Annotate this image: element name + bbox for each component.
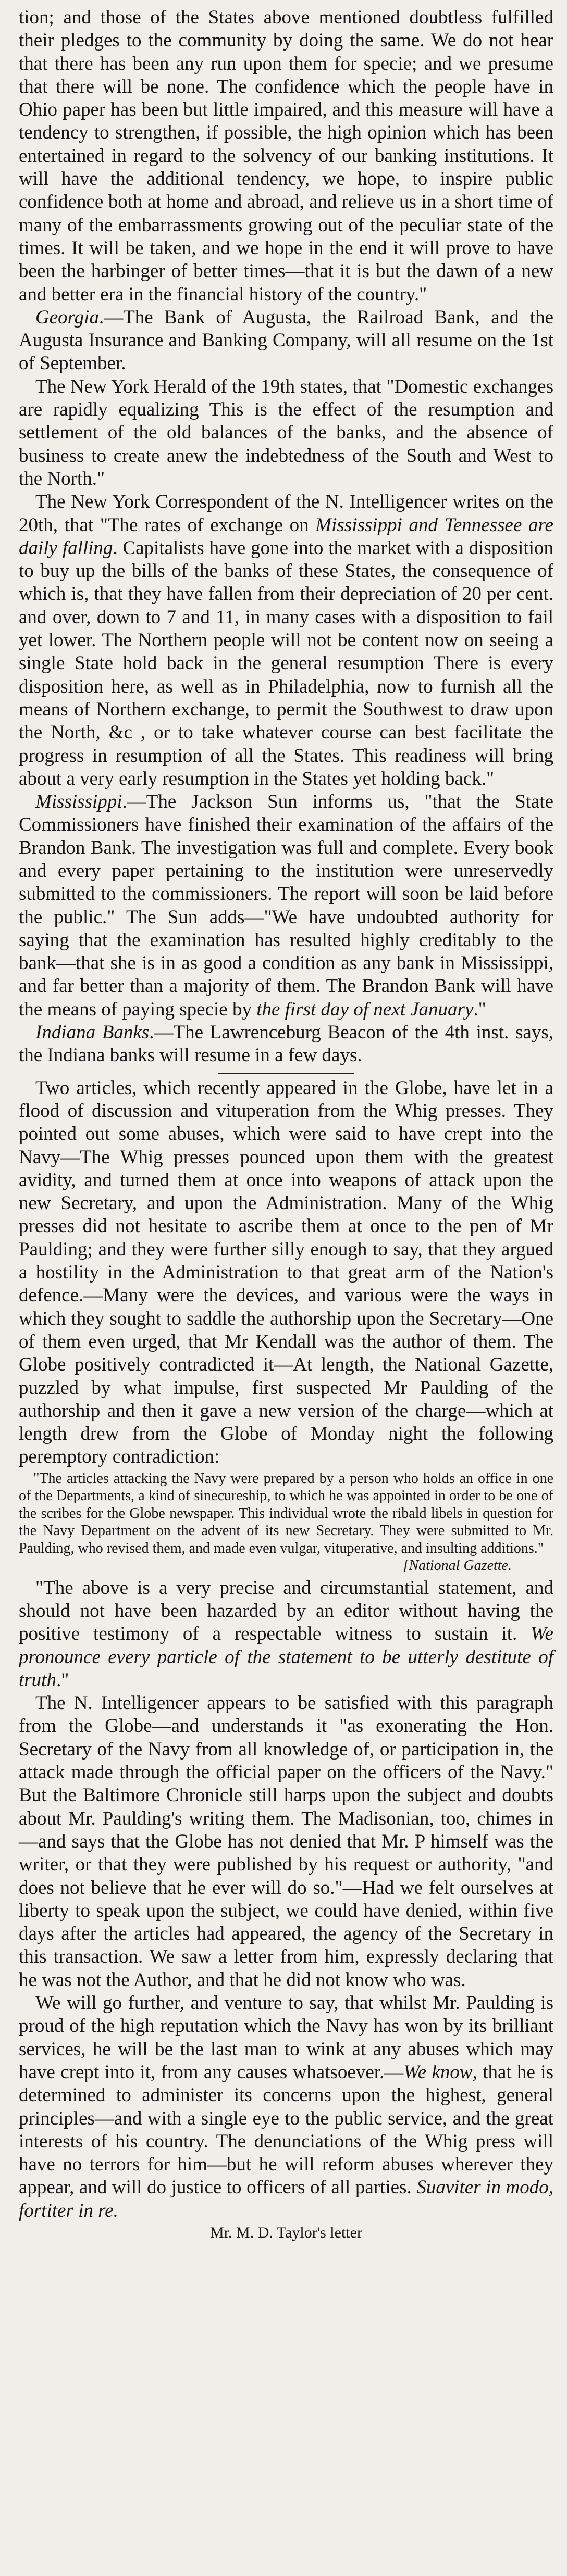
georgia-text: .—The Bank of Augusta, the Railroad Bank, and the Augusta Insurance and Banking Company, will all resume on the 1st of September. — [19, 306, 553, 374]
indiana-text: .—The Lawrenceburg Beacon of the 4th inst. says, the Indiana banks will resume in a few days. — [19, 1022, 553, 1066]
correspondent-paragraph — [19, 491, 553, 790]
statement-text-a: "The above is a very precise and circumstantial statement, and should not have been hazarded by an editor without having the positive testimony of a respectable witness to sustain it. — [19, 1577, 553, 1645]
mississippi-text-a: .—The Jackson Sun informs us, "that the State Commissioners have finished their examination of the affairs of the Brandon Bank. The investigation was full and complete. Every book and every paper pertaining to the institution were unreservedly submitted to the commissioners. The report will soon be laid before the public." The Sun adds—"We have undoubted authority for saying that the examination has resulted highly creditably to the bank—that she is in as good a condition as any bank in Mississippi, and far better than a majority of them. The Brandon Bank will have the means of paying specie by — [19, 791, 553, 1020]
statement-paragraph — [19, 1577, 553, 1692]
page-cutoff-fade — [0, 2560, 567, 2576]
final-latin-motto: Suaviter in modo, fortiter in re. — [19, 2177, 553, 2221]
mississippi-text-b: ." — [473, 998, 486, 1020]
mississippi-italic: the first day of next January — [256, 998, 474, 1020]
quote-text: "The articles attacking the Navy were prepared by a person who holds an office in one of the Departments, a kind of sinecureship, to which he was appointed in order to be one of the scribes for the Globe newspaper. This individual wrote the ribald libels in question for the Navy Department on the advent of its new Secretary. They were submitted to Mr. Paulding, who revised them, and made even vulgar, vituperative, and insulting additions." — [19, 1470, 553, 1556]
quote-source: [National Gazette. — [403, 1557, 512, 1574]
mississippi-item — [19, 790, 553, 1021]
mississippi-label: Mississippi — [35, 791, 122, 813]
correspondent-text-b: . Capitalists have gone into the market with a disposition to buy up the bills of the banks of these States, the consequence of which is, that they have fallen from their depreciation of 20 per cent. and over, down to 7 and 11, in many cases with a disposition to fail yet lower. The Northern people will not be content now on seeing a single State hold back in the general resumption There is every disposition here, as well as in Philadelphia, now to furnish all the means of Northern exchange, to permit the Southwest to draw upon the North, &c , or to take whatever course can best facilitate the progress in resumption of all the States. This readiness will bring about a very early resumption in the States yet holding back." — [19, 537, 553, 789]
section-divider — [218, 1073, 354, 1074]
correspondent-text-a: The New York Correspondent of the N. Intelligencer writes on the 20th, that "The rates of exchange on — [19, 491, 553, 536]
intro-paragraph: tion; and those of the States above mentioned doubtless fulfilled their pledges to the community by doing the same. We do not hear that there has been any run upon them for specie; and we presume that there will be none. The confidence which the people have in Ohio paper has been but little impaired, and this measure will have a tendency to strengthen, if possible, the high opinion which has been entertained in regard to the solvency of our banking institutions. It will have the additional tendency, we hope, to inspire public confidence both at home and abroad, and relieve us in a short time of many of the embarrassments growing out of the peculiar state of the times. It will be taken, and we hope in the end it will prove to have been the harbinger of better times—that it is but the dawn of a new and better era in the financial history of the country." — [19, 7, 553, 305]
correspondent-italic: Mississippi and Tennessee are daily falling — [19, 514, 554, 559]
gazette-quote — [19, 1470, 553, 1575]
globe-paragraph: Two articles, which recently appeared in the Globe, have let in a flood of discussion and vituperation from the Whig presses. They pointed out some abuses, which were said to have crept into the Navy—The Whig presses pounced upon them with the greatest avidity, and turned them at once into weapons of attack upon the new Secretary, and upon the Administration. Many of the Whig presses did not hesitate to ascribe them at once to the pen of Mr Paulding; and they were further silly enough to say, that they argued a hostility in the Administration to that great arm of the Nation's defence.—Many were the devices, and various were the ways in which they sought to saddle the authorship upon the Secretary—One of them even urged, that Mr Kendall was the author of them. The Globe positively contradicted it—At length, the National Gazette, puzzled by what impulse, first suspected Mr Paulding of the authorship and then it gave a new version of the charge—which at length drew from the Globe of Monday night the following peremptory contradiction: — [19, 1077, 553, 1468]
final-italic: We know — [403, 2061, 473, 2083]
statement-italic: We pronounce every particle of the statement to be utterly destitute of truth — [19, 1623, 553, 1691]
herald-paragraph: The New York Herald of the 19th states, that "Domestic exchanges are rapidly equalizing This is the effect of the resumption and settlement of the old balances of the banks, and the absence of business to create anew the indebtedness of the South and West to the North." — [19, 375, 553, 489]
georgia-item — [19, 306, 553, 375]
indiana-label: Indiana Banks — [35, 1022, 150, 1044]
intelligencer-paragraph: The N. Intelligencer appears to be satisfied with this paragraph from the Globe—and understands it "as exonerating the Hon. Secretary of the Navy from all knowledge of, or participation in, the attack made through the official paper on the officers of the Navy." But the Baltimore Chronicle still harps upon the subject and doubts about Mr. Paulding's writing them. The Madisonian, too, chimes in—and says that the Globe has not denied that Mr. P himself was the writer, or that they were published by his request or authority, "and does not believe that he ever will do so."—Had we felt ourselves at liberty to speak upon the subject, we could have denied, within five days after the articles had appeared, the agency of the Secretary in this transaction. We saw a letter from him, expressly declaring that he was not the Author, and that he did not know who was. — [19, 1692, 553, 1991]
statement-text-b: ." — [56, 1669, 69, 1691]
final-paragraph — [19, 1992, 553, 2222]
georgia-label: Georgia — [35, 306, 99, 328]
final-text-a: We will go further, and venture to say, that whilst Mr. Paulding is proud of the high reputation which the Navy has won by its brilliant services, he will be the last man to wink at any abuses which may have crept into it, from any causes whatsoever.— — [19, 1992, 553, 2083]
cutoff-line: Mr. M. D. Taylor's letter — [210, 2224, 362, 2242]
final-text-b: , that he is determined to administer its concerns upon the highest, general principles—and with a single eye to the public service, and the great interests of his country. The denunciations of the Whig press will have no terrors for him—but he will reform abuses wherever they appear, and will do justice to officers of all parties. — [19, 2061, 554, 2198]
newspaper-column — [19, 6, 553, 2243]
indiana-item — [19, 1021, 553, 1067]
